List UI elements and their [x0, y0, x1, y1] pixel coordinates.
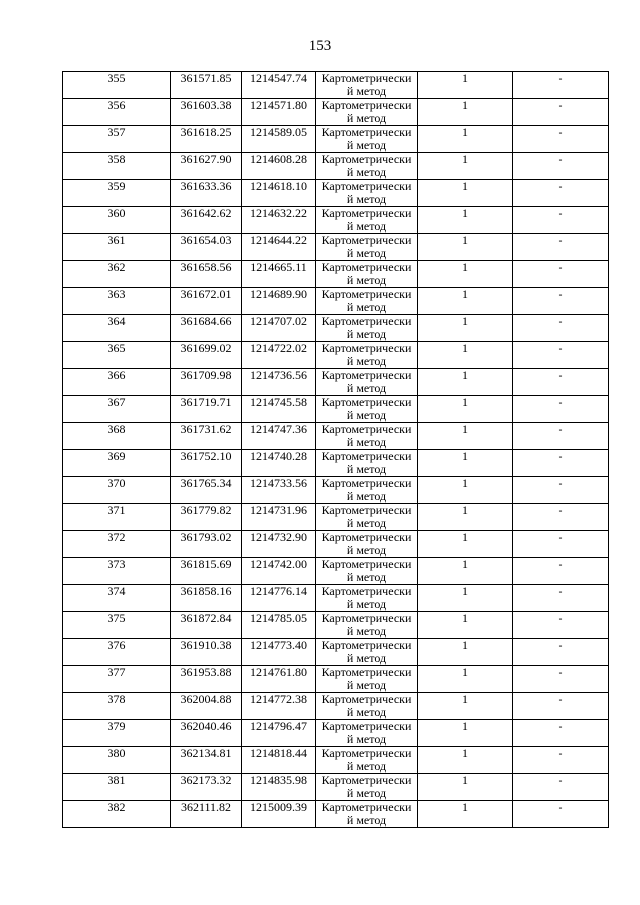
table-row: [63, 126, 609, 153]
precision-cell: 1: [418, 612, 513, 639]
method-text-line1: Картометрически: [321, 530, 412, 544]
table-row: [63, 558, 609, 585]
method-text-line2: й метод: [346, 651, 387, 665]
method-text-line1: Картометрически: [321, 395, 412, 409]
point-number-cell: 369: [63, 450, 171, 477]
point-number-cell: 382: [63, 801, 171, 828]
method-text-line1: Картометрически: [321, 71, 412, 85]
method-cell: [316, 477, 418, 504]
point-number-cell: 380: [63, 747, 171, 774]
method-text-line2: й метод: [346, 786, 387, 800]
precision-cell: 1: [418, 774, 513, 801]
method-text-line2: й метод: [346, 111, 387, 125]
y-coordinate-cell: 1214618.10: [242, 180, 316, 207]
precision-cell: 1: [418, 288, 513, 315]
y-coordinate-cell: 1214665.11: [242, 261, 316, 288]
method-cell: [316, 693, 418, 720]
method-text-line2: й метод: [346, 435, 387, 449]
method-cell: [316, 99, 418, 126]
x-coordinate-cell: 361627.90: [171, 153, 242, 180]
description-cell: -: [513, 585, 609, 612]
description-cell: -: [513, 369, 609, 396]
y-coordinate-cell: 1214632.22: [242, 207, 316, 234]
method-text-line2: й метод: [346, 381, 387, 395]
table-row: [63, 423, 609, 450]
precision-cell: 1: [418, 72, 513, 99]
x-coordinate-cell: 361633.36: [171, 180, 242, 207]
method-text-line1: Картометрически: [321, 692, 412, 706]
table-row: [63, 504, 609, 531]
y-coordinate-cell: 1214689.90: [242, 288, 316, 315]
point-number-cell: 377: [63, 666, 171, 693]
method-cell: [316, 801, 418, 828]
y-coordinate-cell: 1214571.80: [242, 99, 316, 126]
method-text-line2: й метод: [346, 408, 387, 422]
method-text-line2: й метод: [346, 705, 387, 719]
table-row: [63, 72, 609, 99]
y-coordinate-cell: 1214589.05: [242, 126, 316, 153]
precision-cell: 1: [418, 369, 513, 396]
description-cell: -: [513, 288, 609, 315]
x-coordinate-cell: 361618.25: [171, 126, 242, 153]
table-row: [63, 207, 609, 234]
y-coordinate-cell: 1214772.38: [242, 693, 316, 720]
y-coordinate-cell: 1214722.02: [242, 342, 316, 369]
y-coordinate-cell: 1214747.36: [242, 423, 316, 450]
method-text-line1: Картометрически: [321, 773, 412, 787]
page-number: 153: [308, 38, 332, 54]
point-number-cell: 381: [63, 774, 171, 801]
y-coordinate-cell: 1214740.28: [242, 450, 316, 477]
method-text-line2: й метод: [346, 570, 387, 584]
method-text-line1: Картометрически: [321, 260, 412, 274]
method-cell: [316, 153, 418, 180]
description-cell: -: [513, 477, 609, 504]
table-row: [63, 801, 609, 828]
precision-cell: 1: [418, 99, 513, 126]
point-number-cell: 358: [63, 153, 171, 180]
method-text-line2: й метод: [346, 246, 387, 260]
method-text-line1: Картометрически: [321, 422, 412, 436]
x-coordinate-cell: 361858.16: [171, 585, 242, 612]
description-cell: -: [513, 396, 609, 423]
point-number-cell: 374: [63, 585, 171, 612]
x-coordinate-cell: 361603.38: [171, 99, 242, 126]
coordinates-table: [62, 71, 609, 828]
y-coordinate-cell: 1214731.96: [242, 504, 316, 531]
description-cell: -: [513, 72, 609, 99]
precision-cell: 1: [418, 261, 513, 288]
method-cell: [316, 234, 418, 261]
method-cell: [316, 666, 418, 693]
description-cell: -: [513, 153, 609, 180]
description-cell: -: [513, 612, 609, 639]
description-cell: -: [513, 99, 609, 126]
description-cell: -: [513, 639, 609, 666]
precision-cell: 1: [418, 207, 513, 234]
y-coordinate-cell: 1214736.56: [242, 369, 316, 396]
x-coordinate-cell: 361779.82: [171, 504, 242, 531]
method-cell: [316, 207, 418, 234]
description-cell: -: [513, 450, 609, 477]
point-number-cell: 363: [63, 288, 171, 315]
method-text-line2: й метод: [346, 84, 387, 98]
x-coordinate-cell: 361731.62: [171, 423, 242, 450]
y-coordinate-cell: 1214732.90: [242, 531, 316, 558]
method-text-line2: й метод: [346, 624, 387, 638]
method-text-line1: Картометрически: [321, 341, 412, 355]
method-text-line2: й метод: [346, 462, 387, 476]
description-cell: -: [513, 747, 609, 774]
x-coordinate-cell: 361658.56: [171, 261, 242, 288]
x-coordinate-cell: 361910.38: [171, 639, 242, 666]
method-text-line2: й метод: [346, 597, 387, 611]
precision-cell: 1: [418, 666, 513, 693]
method-text-line1: Картометрически: [321, 314, 412, 328]
table-row: [63, 234, 609, 261]
table-row: [63, 261, 609, 288]
table-row: [63, 99, 609, 126]
precision-cell: 1: [418, 558, 513, 585]
method-cell: [316, 747, 418, 774]
description-cell: -: [513, 504, 609, 531]
point-number-cell: 378: [63, 693, 171, 720]
method-text-line2: й метод: [346, 759, 387, 773]
precision-cell: 1: [418, 234, 513, 261]
method-text-line2: й метод: [346, 678, 387, 692]
table-row: [63, 180, 609, 207]
table-row: [63, 774, 609, 801]
description-cell: -: [513, 558, 609, 585]
point-number-cell: 372: [63, 531, 171, 558]
x-coordinate-cell: 361765.34: [171, 477, 242, 504]
table-row: [63, 585, 609, 612]
method-cell: [316, 774, 418, 801]
table-row: [63, 747, 609, 774]
method-cell: [316, 423, 418, 450]
point-number-cell: 367: [63, 396, 171, 423]
precision-cell: 1: [418, 801, 513, 828]
description-cell: -: [513, 801, 609, 828]
table-row: [63, 720, 609, 747]
method-cell: [316, 585, 418, 612]
point-number-cell: 370: [63, 477, 171, 504]
x-coordinate-cell: 361709.98: [171, 369, 242, 396]
description-cell: -: [513, 693, 609, 720]
method-cell: [316, 261, 418, 288]
method-text-line2: й метод: [346, 192, 387, 206]
method-text-line2: й метод: [346, 489, 387, 503]
description-cell: -: [513, 666, 609, 693]
point-number-cell: 368: [63, 423, 171, 450]
precision-cell: 1: [418, 477, 513, 504]
precision-cell: 1: [418, 342, 513, 369]
method-text-line2: й метод: [346, 516, 387, 530]
precision-cell: 1: [418, 747, 513, 774]
method-text-line2: й метод: [346, 273, 387, 287]
table-row: [63, 396, 609, 423]
method-cell: [316, 720, 418, 747]
x-coordinate-cell: 362040.46: [171, 720, 242, 747]
method-text-line1: Картометрически: [321, 179, 412, 193]
y-coordinate-cell: 1214785.05: [242, 612, 316, 639]
method-cell: [316, 450, 418, 477]
method-cell: [316, 342, 418, 369]
y-coordinate-cell: 1214608.28: [242, 153, 316, 180]
method-text-line1: Картометрически: [321, 638, 412, 652]
precision-cell: 1: [418, 504, 513, 531]
point-number-cell: 359: [63, 180, 171, 207]
point-number-cell: 365: [63, 342, 171, 369]
table-row: [63, 450, 609, 477]
method-text-line1: Картометрически: [321, 206, 412, 220]
method-cell: [316, 639, 418, 666]
point-number-cell: 371: [63, 504, 171, 531]
precision-cell: 1: [418, 396, 513, 423]
method-text-line1: Картометрически: [321, 287, 412, 301]
x-coordinate-cell: 361872.84: [171, 612, 242, 639]
table-row: [63, 477, 609, 504]
method-text-line2: й метод: [346, 165, 387, 179]
method-text-line1: Картометрически: [321, 476, 412, 490]
precision-cell: 1: [418, 423, 513, 450]
x-coordinate-cell: 362111.82: [171, 801, 242, 828]
table-row: [63, 612, 609, 639]
y-coordinate-cell: 1214796.47: [242, 720, 316, 747]
method-text-line1: Картометрически: [321, 98, 412, 112]
y-coordinate-cell: 1214733.56: [242, 477, 316, 504]
precision-cell: 1: [418, 693, 513, 720]
method-text-line2: й метод: [346, 138, 387, 152]
method-text-line1: Картометрически: [321, 152, 412, 166]
method-text-line1: Картометрически: [321, 719, 412, 733]
method-text-line1: Картометрически: [321, 503, 412, 517]
method-text-line1: Картометрически: [321, 611, 412, 625]
x-coordinate-cell: 361719.71: [171, 396, 242, 423]
method-cell: [316, 126, 418, 153]
y-coordinate-cell: 1214745.58: [242, 396, 316, 423]
precision-cell: 1: [418, 585, 513, 612]
x-coordinate-cell: 362134.81: [171, 747, 242, 774]
point-number-cell: 373: [63, 558, 171, 585]
y-coordinate-cell: 1214742.00: [242, 558, 316, 585]
description-cell: -: [513, 342, 609, 369]
description-cell: -: [513, 774, 609, 801]
description-cell: -: [513, 207, 609, 234]
point-number-cell: 364: [63, 315, 171, 342]
point-number-cell: 379: [63, 720, 171, 747]
table-row: [63, 639, 609, 666]
method-cell: [316, 288, 418, 315]
x-coordinate-cell: 361815.69: [171, 558, 242, 585]
x-coordinate-cell: 361793.02: [171, 531, 242, 558]
method-cell: [316, 180, 418, 207]
method-cell: [316, 315, 418, 342]
precision-cell: 1: [418, 153, 513, 180]
x-coordinate-cell: 362004.88: [171, 693, 242, 720]
point-number-cell: 376: [63, 639, 171, 666]
method-text-line2: й метод: [346, 300, 387, 314]
precision-cell: 1: [418, 450, 513, 477]
table-row: [63, 153, 609, 180]
description-cell: -: [513, 423, 609, 450]
method-cell: [316, 612, 418, 639]
method-text-line2: й метод: [346, 813, 387, 827]
precision-cell: 1: [418, 180, 513, 207]
table-row: [63, 315, 609, 342]
method-cell: [316, 504, 418, 531]
precision-cell: 1: [418, 315, 513, 342]
method-text-line1: Картометрически: [321, 125, 412, 139]
y-coordinate-cell: 1214644.22: [242, 234, 316, 261]
y-coordinate-cell: 1214835.98: [242, 774, 316, 801]
description-cell: -: [513, 126, 609, 153]
method-text-line1: Картометрически: [321, 368, 412, 382]
table-row: [63, 369, 609, 396]
x-coordinate-cell: 361571.85: [171, 72, 242, 99]
method-text-line1: Картометрически: [321, 233, 412, 247]
x-coordinate-cell: 361699.02: [171, 342, 242, 369]
y-coordinate-cell: 1214707.02: [242, 315, 316, 342]
y-coordinate-cell: 1215009.39: [242, 801, 316, 828]
y-coordinate-cell: 1214547.74: [242, 72, 316, 99]
y-coordinate-cell: 1214776.14: [242, 585, 316, 612]
method-text-line1: Картометрически: [321, 665, 412, 679]
x-coordinate-cell: 361672.01: [171, 288, 242, 315]
precision-cell: 1: [418, 639, 513, 666]
method-cell: [316, 531, 418, 558]
method-cell: [316, 369, 418, 396]
description-cell: -: [513, 234, 609, 261]
description-cell: -: [513, 315, 609, 342]
x-coordinate-cell: 361642.62: [171, 207, 242, 234]
point-number-cell: 357: [63, 126, 171, 153]
point-number-cell: 356: [63, 99, 171, 126]
table-row: [63, 666, 609, 693]
method-text-line2: й метод: [346, 543, 387, 557]
method-text-line1: Картометрически: [321, 584, 412, 598]
point-number-cell: 361: [63, 234, 171, 261]
description-cell: -: [513, 180, 609, 207]
x-coordinate-cell: 361752.10: [171, 450, 242, 477]
x-coordinate-cell: 362173.32: [171, 774, 242, 801]
point-number-cell: 360: [63, 207, 171, 234]
method-text-line1: Картометрически: [321, 800, 412, 814]
point-number-cell: 375: [63, 612, 171, 639]
method-cell: [316, 72, 418, 99]
y-coordinate-cell: 1214773.40: [242, 639, 316, 666]
method-text-line1: Картометрически: [321, 746, 412, 760]
precision-cell: 1: [418, 531, 513, 558]
method-text-line1: Картометрически: [321, 449, 412, 463]
precision-cell: 1: [418, 720, 513, 747]
point-number-cell: 366: [63, 369, 171, 396]
x-coordinate-cell: 361684.66: [171, 315, 242, 342]
method-cell: [316, 558, 418, 585]
coordinates-table-body: [63, 72, 609, 828]
table-row: [63, 693, 609, 720]
table-row: [63, 342, 609, 369]
precision-cell: 1: [418, 126, 513, 153]
table-row: [63, 531, 609, 558]
table-row: [63, 288, 609, 315]
x-coordinate-cell: 361953.88: [171, 666, 242, 693]
method-text-line1: Картометрически: [321, 557, 412, 571]
method-text-line2: й метод: [346, 327, 387, 341]
point-number-cell: 362: [63, 261, 171, 288]
description-cell: -: [513, 261, 609, 288]
point-number-cell: 355: [63, 72, 171, 99]
y-coordinate-cell: 1214761.80: [242, 666, 316, 693]
method-text-line2: й метод: [346, 732, 387, 746]
method-cell: [316, 396, 418, 423]
method-text-line2: й метод: [346, 354, 387, 368]
x-coordinate-cell: 361654.03: [171, 234, 242, 261]
description-cell: -: [513, 720, 609, 747]
method-text-line2: й метод: [346, 219, 387, 233]
y-coordinate-cell: 1214818.44: [242, 747, 316, 774]
description-cell: -: [513, 531, 609, 558]
